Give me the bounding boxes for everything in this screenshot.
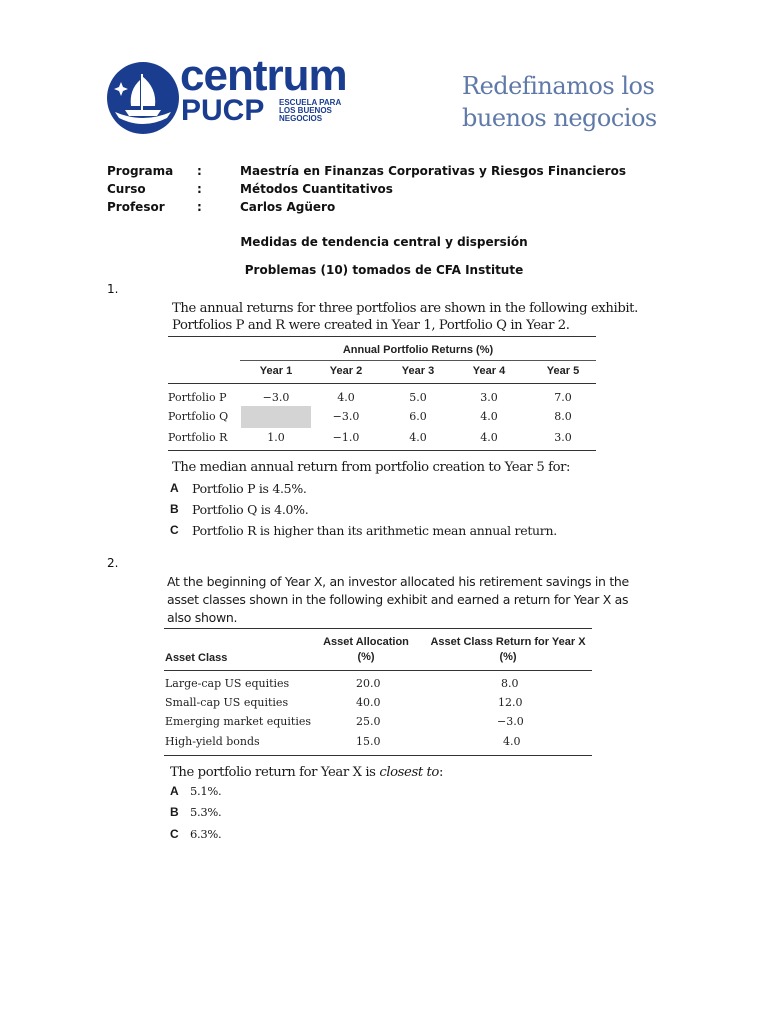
col-header-line: (%) [357, 651, 375, 663]
q1-intro-line: The annual returns for three portfolios are shown in the following exhibit. [172, 301, 638, 316]
logo-subtitle-line: ESCUELA PARA [279, 98, 342, 107]
row-label: Portfolio P [168, 391, 227, 404]
table-rule [164, 628, 592, 629]
table-cell: 4.0 [409, 431, 427, 444]
info-row-curso [107, 182, 667, 200]
option-letter: B [170, 805, 179, 819]
q2-intro [167, 573, 629, 627]
option-letter: A [170, 784, 179, 798]
table-rule [164, 670, 592, 671]
slogan-line-1: Redefinamos los [462, 72, 655, 100]
info-row-profesor [107, 200, 667, 218]
option-text: 6.3%. [190, 827, 222, 841]
col-header: Year 4 [472, 365, 506, 377]
option-text: Portfolio P is 4.5%. [192, 481, 307, 496]
asset-class-cell: High-yield bonds [165, 735, 260, 748]
logo-subtitle-line: NEGOCIOS [279, 114, 323, 123]
info-key: Programa [107, 164, 174, 178]
row-label: Portfolio R [168, 431, 228, 444]
option-letter: C [170, 523, 179, 537]
col-header [316, 635, 416, 665]
info-row-programa [107, 164, 667, 182]
q2-intro-line: also shown. [167, 610, 238, 625]
q1-intro-line: Portfolios P and R were created in Year 1, Portfolio Q in Year 2. [172, 318, 570, 333]
col-header: Year 1 [259, 365, 293, 377]
return-cell: −3.0 [497, 715, 524, 728]
q2-intro-line: At the beginning of Year X, an investor allocated his retirement savings in the [167, 574, 629, 589]
info-key: Profesor [107, 200, 165, 214]
table-rule [168, 450, 596, 451]
table-cell: 5.0 [409, 391, 427, 404]
return-cell: 12.0 [498, 696, 523, 709]
table-cell: 4.0 [480, 431, 498, 444]
q1-table-title: Annual Portfolio Returns (%) [342, 344, 494, 356]
allocation-cell: 15.0 [356, 735, 381, 748]
col-header: Year 3 [401, 365, 435, 377]
asset-class-cell: Small-cap US equities [165, 696, 289, 709]
table-cell: 8.0 [554, 410, 572, 423]
logo-subtitle-line: LOS BUENOS [279, 106, 332, 115]
info-colon: : [197, 182, 202, 196]
col-header: Year 2 [329, 365, 363, 377]
document-title: Medidas de tendencia central y dispersión [240, 235, 528, 249]
q2-question-text: : [438, 765, 444, 780]
logo-subtitle [279, 99, 359, 123]
info-colon: : [197, 164, 202, 178]
info-value: Métodos Cuantitativos [240, 182, 393, 196]
slogan [462, 70, 657, 134]
return-cell: 4.0 [503, 735, 521, 748]
table-rule [240, 360, 596, 361]
table-cell: −3.0 [332, 410, 360, 423]
document-subtitle: Problemas (10) tomados de CFA Institute [244, 263, 524, 277]
col-header: Asset Class [165, 652, 228, 664]
ship-emblem-icon [105, 60, 181, 136]
table-rule [164, 755, 592, 756]
table-cell: 6.0 [409, 410, 427, 423]
q2-intro-line: asset classes shown in the following exhibit and earned a return for Year X as [167, 592, 629, 607]
asset-class-cell: Emerging market equities [165, 715, 311, 728]
table-cell: −1.0 [332, 431, 360, 444]
table-cell: −3.0 [262, 391, 290, 404]
row-label: Portfolio Q [168, 410, 229, 423]
col-header: Year 5 [546, 365, 580, 377]
q2-question [170, 764, 443, 781]
option-letter: B [170, 502, 179, 516]
allocation-cell: 40.0 [356, 696, 381, 709]
table-rule [168, 336, 596, 337]
table-cell: 1.0 [267, 431, 285, 444]
col-header-line: Asset Class Return for Year X [430, 636, 586, 648]
q2-question-text: The portfolio return for Year X is [170, 765, 380, 780]
q1-intro [172, 300, 638, 334]
logo-wordmark-pucp: PUCP [181, 94, 265, 127]
option-text: Portfolio R is higher than its arithmetic mean annual return. [192, 523, 557, 538]
table-cell: 7.0 [554, 391, 572, 404]
table-cell: 3.0 [480, 391, 498, 404]
table-cell: 4.0 [480, 410, 498, 423]
info-colon: : [197, 200, 202, 214]
col-header-line: Asset Allocation [323, 636, 409, 648]
option-letter: A [170, 481, 179, 495]
col-header-line: (%) [499, 651, 517, 663]
q2-question-emphasis: closest to [379, 765, 439, 780]
asset-class-cell: Large-cap US equities [165, 677, 290, 690]
return-cell: 8.0 [501, 677, 519, 690]
allocation-cell: 25.0 [356, 715, 381, 728]
q1-question: The median annual return from portfolio creation to Year 5 for: [172, 460, 571, 475]
empty-shaded-cell [241, 406, 311, 428]
info-value: Maestría en Finanzas Corporativas y Riesgos Financieros [240, 164, 626, 178]
question-number: 1. [107, 282, 119, 296]
table-rule [168, 383, 596, 384]
slogan-line-2: buenos negocios [462, 104, 657, 132]
option-letter: C [170, 827, 179, 841]
allocation-cell: 20.0 [356, 677, 381, 690]
info-key: Curso [107, 182, 146, 196]
table-cell: 4.0 [337, 391, 355, 404]
logo-wordmark-centrum: centrum [180, 51, 347, 100]
question-number: 2. [107, 556, 119, 570]
option-text: Portfolio Q is 4.0%. [192, 502, 309, 517]
info-value: Carlos Agüero [240, 200, 336, 214]
option-text: 5.3%. [190, 805, 222, 819]
option-text: 5.1%. [190, 784, 222, 798]
col-header [428, 635, 588, 665]
table-cell: 3.0 [554, 431, 572, 444]
